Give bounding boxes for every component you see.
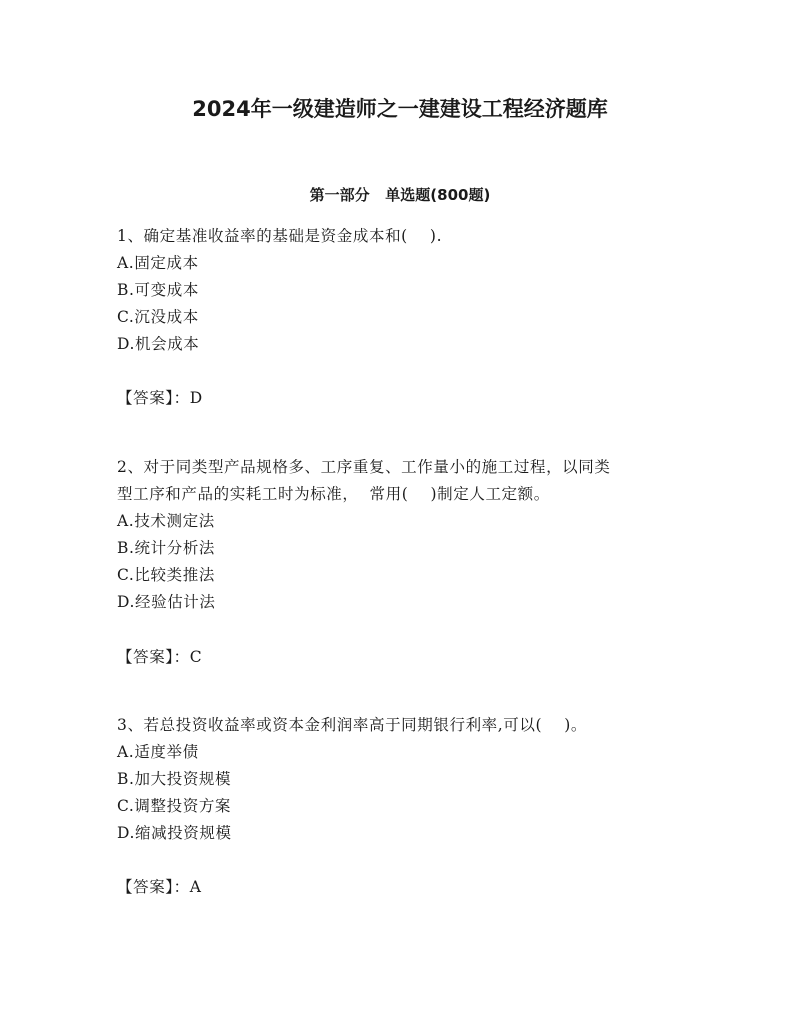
option-c: C.沉没成本	[117, 308, 199, 326]
option-d: D.缩减投资规模	[117, 824, 232, 842]
answer-3	[117, 874, 697, 901]
option-b: B.统计分析法	[117, 539, 216, 557]
option-d: D.机会成本	[117, 335, 200, 353]
answer-value: ：D	[173, 389, 203, 407]
answer-label: 【答案】	[117, 878, 174, 896]
option-c: C.比较类推法	[117, 566, 215, 584]
option-a: A.适度举债	[117, 743, 199, 761]
option-a: A.固定成本	[117, 254, 199, 272]
answer-1	[117, 385, 697, 412]
question-stem-line: 2、对于同类型产品规格多、工序重复、工作量小的施工过程，以同类	[117, 458, 611, 476]
option-list	[117, 508, 697, 616]
option-list	[117, 250, 697, 358]
option-d: D.经验估计法	[117, 593, 216, 611]
answer-value: ：A	[173, 878, 202, 896]
question-stem-line: 1、确定基准收益率的基础是资金成本和( ).	[117, 227, 443, 245]
option-a: A.技术测定法	[117, 512, 215, 530]
option-b: B.可变成本	[117, 281, 199, 299]
document-title: 2024年一级建造师之一建建设工程经济题库	[192, 97, 608, 121]
question-stem-line: 3、若总投资收益率或资本金利润率高于同期银行利率,可以( )。	[117, 716, 587, 734]
option-list	[117, 739, 697, 847]
question-1	[117, 223, 697, 358]
answer-value: ：C	[173, 648, 203, 666]
question-stem	[117, 712, 697, 739]
question-3	[117, 712, 697, 847]
question-stem	[117, 454, 697, 508]
question-stem-line: 型工序和产品的实耗工时为标准， 常用( )制定人工定额。	[117, 485, 550, 503]
answer-2	[117, 644, 697, 671]
section-title: 第一部分 单选题(800题)	[309, 186, 491, 204]
question-stem	[117, 223, 697, 250]
answer-label: 【答案】	[117, 389, 174, 407]
answer-label: 【答案】	[117, 648, 174, 666]
question-2	[117, 454, 697, 616]
option-c: C.调整投资方案	[117, 797, 232, 815]
option-b: B.加大投资规模	[117, 770, 232, 788]
